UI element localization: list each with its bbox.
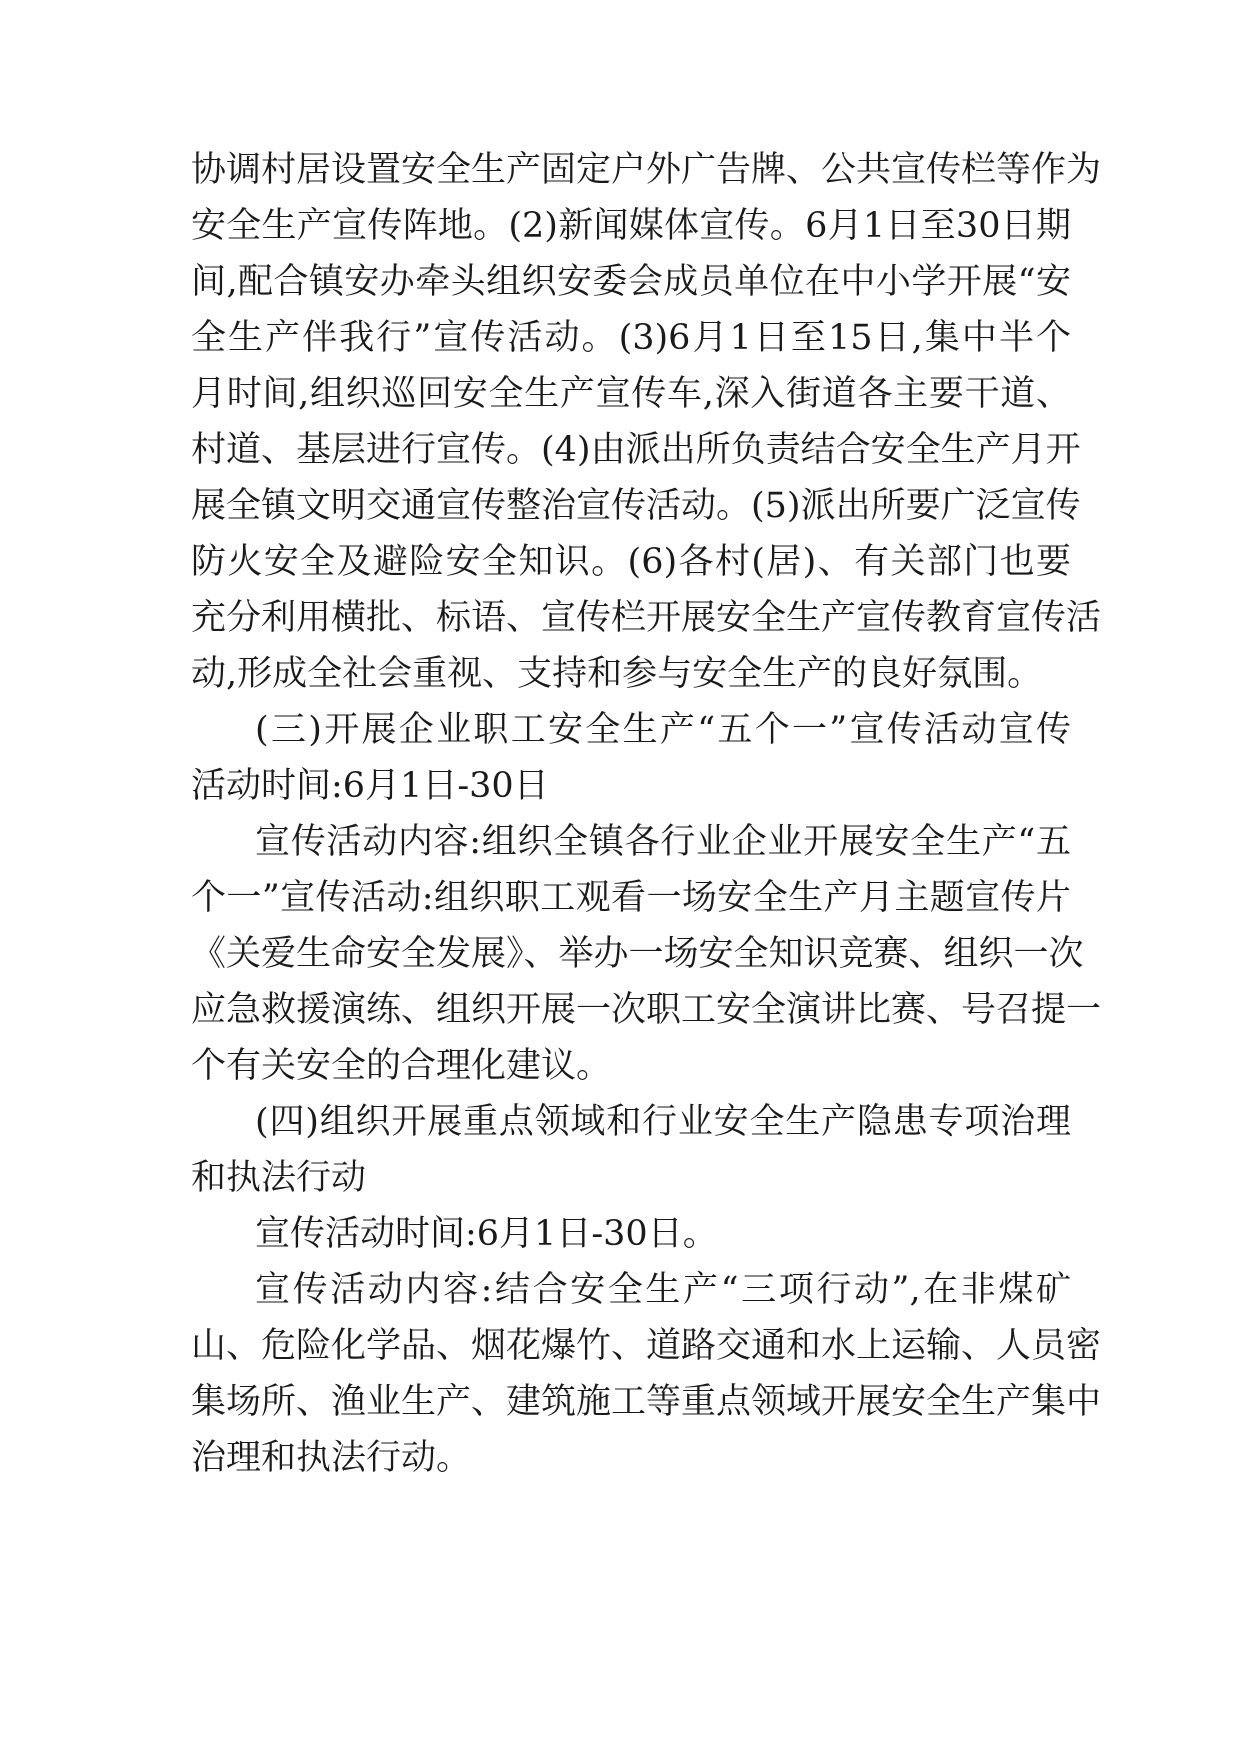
text-line: 《关爱生命安全发展》、举办一场安全知识竞赛、组织一次 [191, 934, 1084, 974]
text-line: 安全生产宣传阵地。(2)新闻媒体宣传。6月1日至30日期 [191, 206, 1071, 246]
text-line: 协调村居设置安全生产固定户外广告牌、公共宣传栏等作为 [191, 150, 1102, 190]
section-heading-4: (四)组织开展重点领域和行业安全生产隐患专项治理 [255, 1102, 1071, 1142]
text-line: 集场所、渔业生产、建筑施工等重点领域开展安全生产集中 [191, 1382, 1102, 1422]
text-line: 治理和执法行动。 [191, 1438, 472, 1478]
text-line: 月时间,组织巡回安全生产宣传车,深入街道各主要干道、 [191, 374, 1071, 414]
text-line: 动,形成全社会重视、支持和参与安全生产的良好氛围。 [191, 654, 1043, 694]
section-heading-3: (三)开展企业职工安全生产“五个一”宣传活动宣传 [255, 710, 1071, 750]
text-line: 个一”宣传活动:组织职工观看一场安全生产月主题宣传片 [191, 878, 1071, 918]
text-line: 活动时间:6月1日-30日 [191, 766, 549, 806]
text-line: 防火安全及避险安全知识。(6)各村(居)、有关部门也要 [191, 542, 1071, 582]
text-line: 和执法行动 [191, 1158, 367, 1198]
text-line: 充分利用横批、标语、宣传栏开展安全生产宣传教育宣传活 [191, 598, 1102, 638]
text-line: 展全镇文明交通宣传整治宣传活动。(5)派出所要广泛宣传 [191, 486, 1081, 526]
text-line: 间,配合镇安办牵头组织安委会成员单位在中小学开展“安 [191, 262, 1071, 302]
text-line: 个有关安全的合理化建议。 [191, 1046, 612, 1086]
text-line: 宣传活动内容:结合安全生产“三项行动”,在非煤矿 [255, 1270, 1071, 1310]
text-line: 山、危险化学品、烟花爆竹、道路交通和水上运输、人员密 [191, 1326, 1102, 1366]
text-line: 全生产伴我行”宣传活动。(3)6月1日至15日,集中半个 [191, 318, 1071, 358]
text-line: 宣传活动时间:6月1日-30日。 [255, 1214, 718, 1254]
text-line: 应急救援演练、组织开展一次职工安全演讲比赛、号召提一 [191, 990, 1102, 1030]
text-line: 宣传活动内容:组织全镇各行业企业开展安全生产“五 [255, 822, 1071, 862]
text-line: 村道、基层进行宣传。(4)由派出所负责结合安全生产月开 [191, 430, 1081, 470]
